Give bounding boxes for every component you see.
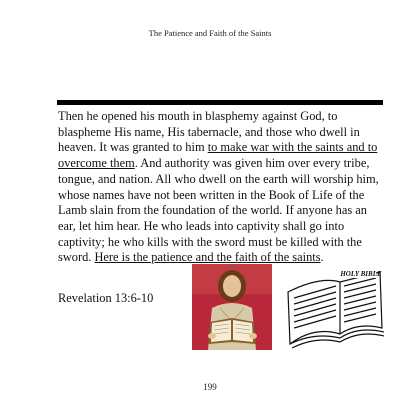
holy-bible-drawing bbox=[288, 268, 384, 348]
bible-cover-label: HOLY BIBLE bbox=[340, 270, 382, 278]
passage-text-1: Then he opened his mouth in blasphemy against God, to blaspheme His name, His tabernacle, and those who dwell in heaven. It was granted to him bbox=[58, 109, 360, 155]
passage-text-2: . And authority was given him over every tribe, tongue, and nation. All who dwell on the earth will worship him, whose names have not been written in the Book of Life of the Lamb slain from the foundation of the world. If anyone has an ear, let him hear. He who leads into captivity shall go into captivity; he who kills with the sword must be killed with the sword. bbox=[58, 156, 379, 265]
scripture-passage bbox=[58, 109, 383, 266]
horizontal-rule bbox=[57, 100, 383, 105]
running-header: The Patience and Faith of the Saints bbox=[148, 28, 272, 38]
page-number: 199 bbox=[203, 382, 217, 392]
passage-underlined-2: Here is the patience and the faith of the saints bbox=[94, 250, 321, 265]
passage-underlined-1: to make war with the saints and to overcome them bbox=[58, 140, 378, 171]
jesus-and-bible-illustration bbox=[190, 262, 386, 354]
passage-text-3: . bbox=[320, 250, 324, 265]
jesus-reading-image bbox=[192, 264, 272, 350]
scripture-reference: Revelation 13:6-10 bbox=[58, 291, 154, 305]
